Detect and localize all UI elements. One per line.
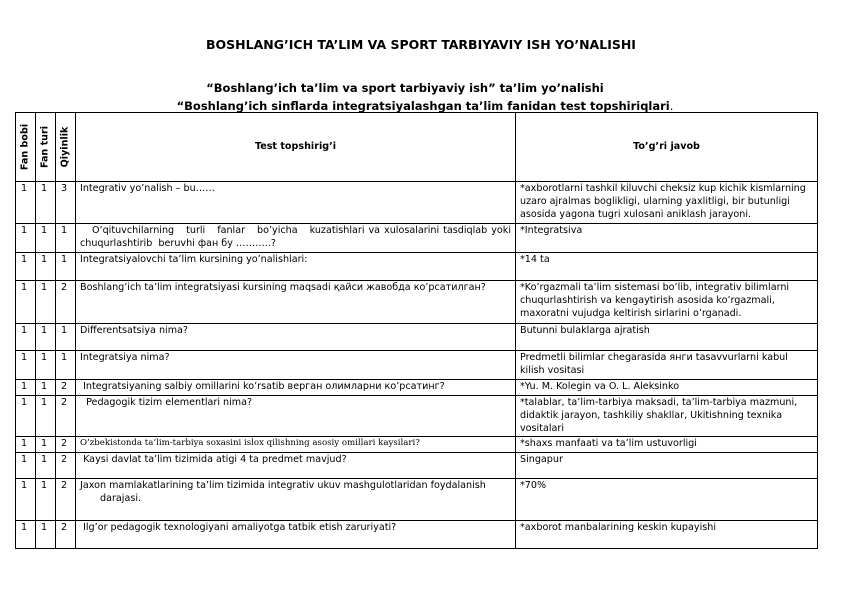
cell-fan-bobi: 1 <box>16 479 36 521</box>
cell-fan-turi: 1 <box>36 379 56 395</box>
cell-answer: Singapur <box>516 453 818 479</box>
header-fan-bobi: Fan bobi <box>16 113 36 182</box>
cell-question: Pedagogik tizim elementlari nima? <box>76 395 516 437</box>
cell-answer: Butunni bulaklarga ajratish <box>516 323 818 350</box>
table-row <box>16 182 818 224</box>
cell-qiyinlik: 1 <box>56 252 76 280</box>
cell-fan-bobi: 1 <box>16 350 36 379</box>
table-row <box>16 479 818 521</box>
cell-fan-turi: 1 <box>36 453 56 479</box>
cell-question: Kaysi davlat ta’lim tizimida atigi 4 ta predmet mavjud? <box>76 453 516 479</box>
cell-question: Boshlang’ich ta’lim integratsiyasi kursining maqsadi қайси жавобда кo’рсатилган? <box>76 280 516 323</box>
cell-fan-bobi: 1 <box>16 223 36 252</box>
cell-fan-turi: 1 <box>36 223 56 252</box>
cell-fan-bobi: 1 <box>16 280 36 323</box>
table-row <box>16 453 818 479</box>
cell-question: Integratsiyaning salbiy omillarini ko’rsatib верган олимларни кo’рсатинг? <box>76 379 516 395</box>
table-row <box>16 323 818 350</box>
table-row <box>16 437 818 453</box>
cell-fan-bobi: 1 <box>16 521 36 549</box>
cell-answer: *axborot manbalarining keskin kupayishi <box>516 521 818 549</box>
cell-fan-turi: 1 <box>36 350 56 379</box>
cell-fan-bobi: 1 <box>16 453 36 479</box>
subheading-test-title-period: . <box>669 99 674 113</box>
cell-answer: *talablar, ta’lim-tarbiya maksadi, ta’lim-tarbiya mazmuni, didaktik jarayon, tashkiliy shakllar, Ukitishning texnika vositalari <box>516 395 818 437</box>
cell-question: Ilg’or pedagogik texnologiyani amaliyotga tatbik etish zaruriyati? <box>76 521 516 549</box>
cell-fan-turi: 1 <box>36 280 56 323</box>
cell-answer: *Ko’rgazmali ta’lim sistemasi bo’lib, integrativ bilimlarni chuqurlashtirish va kengaytirish asosida ko’rgazmali, maxoratni vujudga keltirish sirlarini o’rganadi. <box>516 280 818 323</box>
cell-fan-bobi: 1 <box>16 323 36 350</box>
subheading-test-title-text: “Boshlang’ich sinflarda integratsiyalashgan ta’lim fanidan test topshiriqlari <box>176 99 670 113</box>
cell-fan-bobi: 1 <box>16 182 36 224</box>
subheading-test-title <box>0 99 842 113</box>
cell-fan-bobi: 1 <box>16 395 36 437</box>
cell-qiyinlik: 2 <box>56 379 76 395</box>
cell-qiyinlik: 1 <box>56 350 76 379</box>
table-row <box>16 395 818 437</box>
cell-qiyinlik: 2 <box>56 395 76 437</box>
header-togri-javob: To’g’ri javob <box>516 113 818 182</box>
cell-fan-turi: 1 <box>36 182 56 224</box>
header-qiyinlik: Qiyinlik <box>56 113 76 182</box>
cell-fan-bobi: 1 <box>16 437 36 453</box>
subheading-direction: “Boshlang’ich ta’lim va sport tarbiyaviy ish” ta’lim yo’nalishi <box>206 81 604 95</box>
header-test-topshirigi: Test topshirig’i <box>76 113 516 182</box>
cell-answer: *Integratsiva <box>516 223 818 252</box>
cell-question: O’zbekistonda ta’lim-tarbiya soxasini islox qilishning asosiy omillari kaysilari? <box>76 437 516 453</box>
cell-qiyinlik: 3 <box>56 182 76 224</box>
cell-question: Integrativ yo’nalish – bu…… <box>76 182 516 224</box>
cell-question: Integratsiya nima? <box>76 350 516 379</box>
cell-fan-bobi: 1 <box>16 252 36 280</box>
cell-answer: *axborotlarni tashkil kiluvchi cheksiz kup kichik kismlarning uzaro ajralmas boglikligi, ularning yaxlitligi, bir butunligi asosida yagona tugri xulosani aniklash jarayoni. <box>516 182 818 224</box>
table-row <box>16 350 818 379</box>
test-table <box>15 112 818 549</box>
cell-answer: *70% <box>516 479 818 521</box>
cell-answer: *shaxs manfaati va ta’lim ustuvorligi <box>516 437 818 453</box>
header-fan-turi: Fan turi <box>36 113 56 182</box>
page-heading: BOSHLANG’ICH TA’LIM VA SPORT TARBIYAVIY ISH YO’NALISHI <box>206 37 636 52</box>
cell-question: O’qituvchilarning turli fanlar bo’yicha kuzatishlari va xulosalarini tasdiqlab yoki chuqurlashtirib beruvhi фан бу ………..? <box>76 223 516 252</box>
cell-fan-turi: 1 <box>36 395 56 437</box>
table-row <box>16 521 818 549</box>
cell-fan-bobi: 1 <box>16 379 36 395</box>
cell-question-line1: Jaxon mamlakatlarining ta’lim tizimida integrativ ukuv mashgulotlaridan foydalanish <box>80 480 486 492</box>
cell-qiyinlik: 1 <box>56 223 76 252</box>
table-row <box>16 223 818 252</box>
table-header-row <box>16 113 818 182</box>
cell-fan-turi: 1 <box>36 521 56 549</box>
cell-question <box>76 479 516 521</box>
table-row <box>16 252 818 280</box>
table-row <box>16 280 818 323</box>
cell-qiyinlik: 2 <box>56 453 76 479</box>
cell-fan-turi: 1 <box>36 437 56 453</box>
table-row <box>16 379 818 395</box>
cell-qiyinlik: 2 <box>56 479 76 521</box>
cell-answer: Predmetli bilimlar chegarasida янги tasavvurlarni kabul kilish vositasi <box>516 350 818 379</box>
cell-question-line2: darajasi. <box>100 493 142 505</box>
cell-answer: *14 ta <box>516 252 818 280</box>
cell-fan-turi: 1 <box>36 323 56 350</box>
cell-qiyinlik: 2 <box>56 521 76 549</box>
cell-qiyinlik: 2 <box>56 437 76 453</box>
cell-qiyinlik: 2 <box>56 280 76 323</box>
cell-qiyinlik: 1 <box>56 323 76 350</box>
cell-question: Differentsatsiya nima? <box>76 323 516 350</box>
cell-question: Integratsiyalovchi ta’lim kursining yo’nalishlari: <box>76 252 516 280</box>
cell-fan-turi: 1 <box>36 252 56 280</box>
cell-fan-turi: 1 <box>36 479 56 521</box>
cell-answer: *Yu. M. Kolegin va O. L. Aleksinko <box>516 379 818 395</box>
